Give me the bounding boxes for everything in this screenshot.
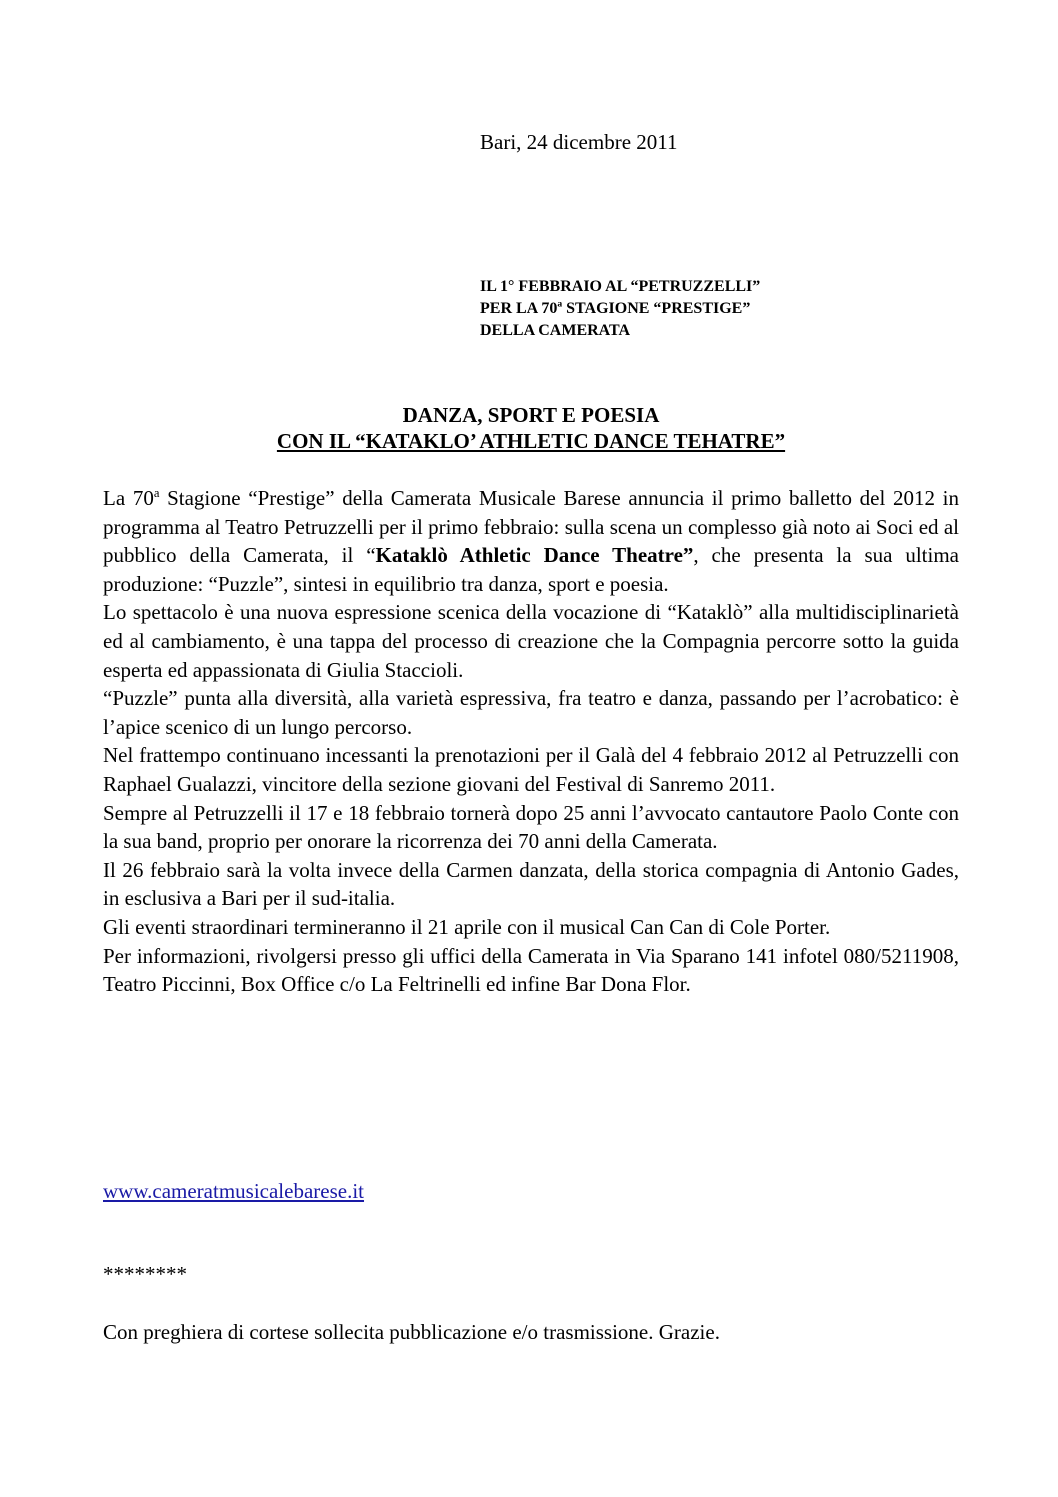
paragraph-1 [103,484,959,598]
paragraph-1-pre: La 70 [103,486,154,510]
paragraph-7: Gli eventi straordinari termineranno il 21 aprile con il musical Can Can di Cole Porter. [103,914,831,939]
paragraph-6: Il 26 febbraio sarà la volta invece della Carmen danzata, della storica compagnia di Antonio Gades, in esclusiva a Bari per il sud-italia. [103,857,959,911]
paragraph-3: “Puzzle” punta alla diversità, alla varietà espressiva, fra teatro e danza, passando per l’acrobatico: è l’apice scenico di un lungo percorso. [103,686,959,739]
company-name-bold: Kataklò Athletic Dance Theatre” [375,543,694,568]
title-line-1: DANZA, SPORT E POESIA [402,403,660,427]
title-line-2: CON IL “KATAKLO’ ATHLETIC DANCE TEHATRE” [276,429,786,453]
paragraph-8: Per informazioni, rivolgersi presso gli uffici della Camerata in Via Sparano 141 infotel 080/5211908, Teatro Piccinni, Box Office c/o La Feltrinelli ed infine Bar Dona Flor. [103,943,959,997]
paragraph-2: Lo spettacolo è una nuova espressione scenica della vocazione di “Kataklò” alla multidisciplinarietà ed al cambiamento, è una tappa del processo di creazione che la Compagnia percorre sotto la guida esperta ed appassionata di Giulia Staccioli. [103,600,959,682]
document-date: Bari, 24 dicembre 2011 [480,130,678,154]
subheading-line-3: DELLA CAMERATA [480,322,631,339]
subheading-line-2 [480,298,760,320]
closing-request: Con preghiera di cortese sollecita pubblicazione e/o trasmissione. Grazie. [103,1320,720,1344]
subheading-block [480,276,760,342]
subheading-line-1: IL 1° FEBBRAIO AL “PETRUZZELLI” [480,278,761,295]
subheading-ordinal: a [557,298,563,310]
subheading-line-2-pre: PER LA 70 [480,300,558,317]
title-block [103,402,959,454]
paragraph-5: Sempre al Petruzzelli il 17 e 18 febbraio tornerà dopo 25 anni l’avvocato cantautore Paolo Conte con la sua band, proprio per onorare la ricorrenza dei 70 anni della Camerata. [103,800,959,854]
subheading-line-2-post: STAGIONE “PRESTIGE” [562,300,751,317]
body-text [103,484,959,999]
website-link[interactable]: www.cameratmusicalebarese.it [103,1179,365,1203]
paragraph-1-mid: Stagione “Prestige” della Camerata Musicale Barese annuncia il primo balletto del 2012 in programma al Teatro Petruzzelli per il primo febbraio: sulla scena un complesso già noto ai Soci ed al pubblico della Camerata, il “ [103,486,959,568]
paragraph-4: Nel frattempo continuano incessanti la prenotazioni per il Galà del 4 febbraio 2012 al Petruzzelli con Raphael Gualazzi, vincitore della sezione giovani del Festival di Sanremo 2011. [103,743,959,796]
separator-asterisks: ******** [103,1262,187,1286]
paragraph-1-ordinal: a [153,486,160,500]
paragraph-1-post: , che presenta la sua ultima produzione: “Puzzle”, sintesi in equilibrio tra danza, sport e poesia. [103,543,959,596]
